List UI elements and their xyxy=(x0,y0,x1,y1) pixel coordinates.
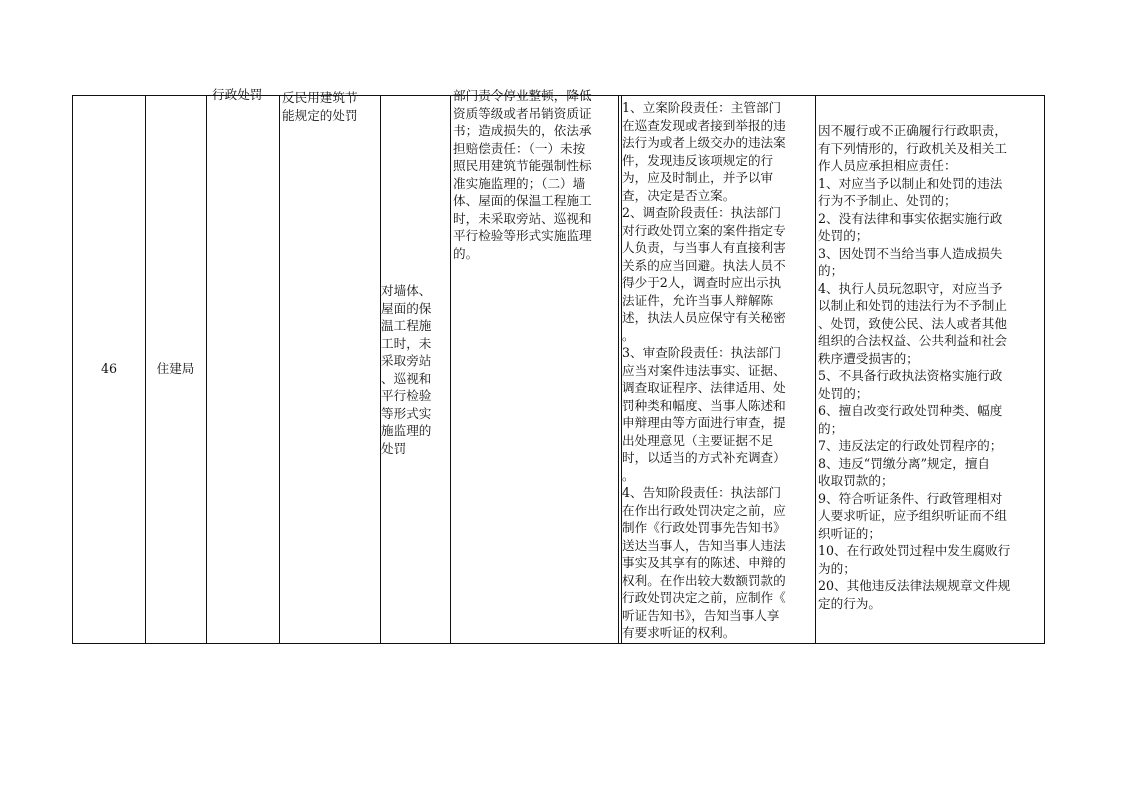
row-number-cell xyxy=(73,96,145,642)
category-cell xyxy=(206,87,279,642)
accountability-cell xyxy=(815,96,1044,642)
column-divider xyxy=(618,96,619,643)
responsibility-text: 1、立案阶段责任：主管部门 在巡查发现或者接到举报的违 法行为或者上级交办的违法案 件，发现违反该项规定的行 为，应及时制止，并予以审 查，决定是否立案。 2、调查阶段责任：执法部门 对行政处罚立案的案件指定专 人负责，与当事人有直接利害 关系的应当回避。执法人员不 得少于2人，调查时应出示执 法证件，允许当事人辩解陈 述，执法人员应保守有关秘密 。 3、审查阶段责任：执法部门 应当对案件违法事实、证据、 调查取证程序、法律适用、处 罚种类和幅度、当事人陈述和 申辩理由等方面进行审查，提 出处理意见（主要证据不足 时，以适当的方式补充调查） 。 4、告知阶段责任：执法部门 在作出行政处罚决定之前，应 制作《行政处罚事先告知书》 送达当事人，告知当事人违法 事实及其享有的陈述、申辩的 权利。在作出较大数额罚款的 行政处罚决定之前，应制作《 听证告知书》，告知当事人享 有要求听证的权利。 xyxy=(622,100,786,640)
sub-item-text: 对墙体、 屋面的保 温工程施 工时，未 采取旁站 、巡视和 平行检验 等形式实 施监理的 处罚 xyxy=(381,283,432,456)
responsibility-cell xyxy=(621,96,815,642)
power-list-table xyxy=(72,87,1045,644)
item-name-cell xyxy=(279,90,380,642)
item-name-text: 反民用建筑节 能规定的处罚 xyxy=(282,90,358,123)
category-text: 行政处罚 xyxy=(212,87,263,102)
sub-item-cell xyxy=(380,96,450,642)
department-name: 住建局 xyxy=(156,361,195,377)
legal-basis-cell xyxy=(450,88,618,642)
department-cell xyxy=(145,96,206,642)
legal-basis-text: 部门责令停业整顿，降低 资质等级或者吊销资质证 书；造成损失的，依法承 担赔偿责任：（一）未按 照民用建筑节能强制性标 准实施监理的；（二）墙 体、屋面的保温工程施工 时，未采取旁站、巡视和 平行检验等形式实施监理 的。 xyxy=(453,88,592,261)
row-number: 46 xyxy=(100,361,118,377)
accountability-text: 因不履行或不正确履行行政职责， 有下列情形的，行政机关及相关工 作人员应承担相应责任： 1、对应当予以制止和处罚的违法 行为不予制止、处罚的； 2、没有法律和事实依据实施行政 处罚的； 3、因处罚不当给当事人造成损失 的； 4、执行人员玩忽职守，对应当予 以制止和处罚的违法行为不予制止 、处罚，致使公民、法人或者其他 组织的合法权益、公共利益和社会 秩序遭受损害的； 5、不具备行政执法资格实施行政 处罚的； 6、擅自改变行政处罚种类、幅度 的； 7、违反法定的行政处罚程序的； 8、违反“罚缴分离”规定，擅自 收取罚款的； 9、符合听证条件、行政管理相对 人要求听证，应予组织听证而不组 织听证的； 10、在行政处罚过程中发生腐败行 为的； 20、其他违反法律法规规章文件规 定的行为。 xyxy=(818,123,1011,611)
